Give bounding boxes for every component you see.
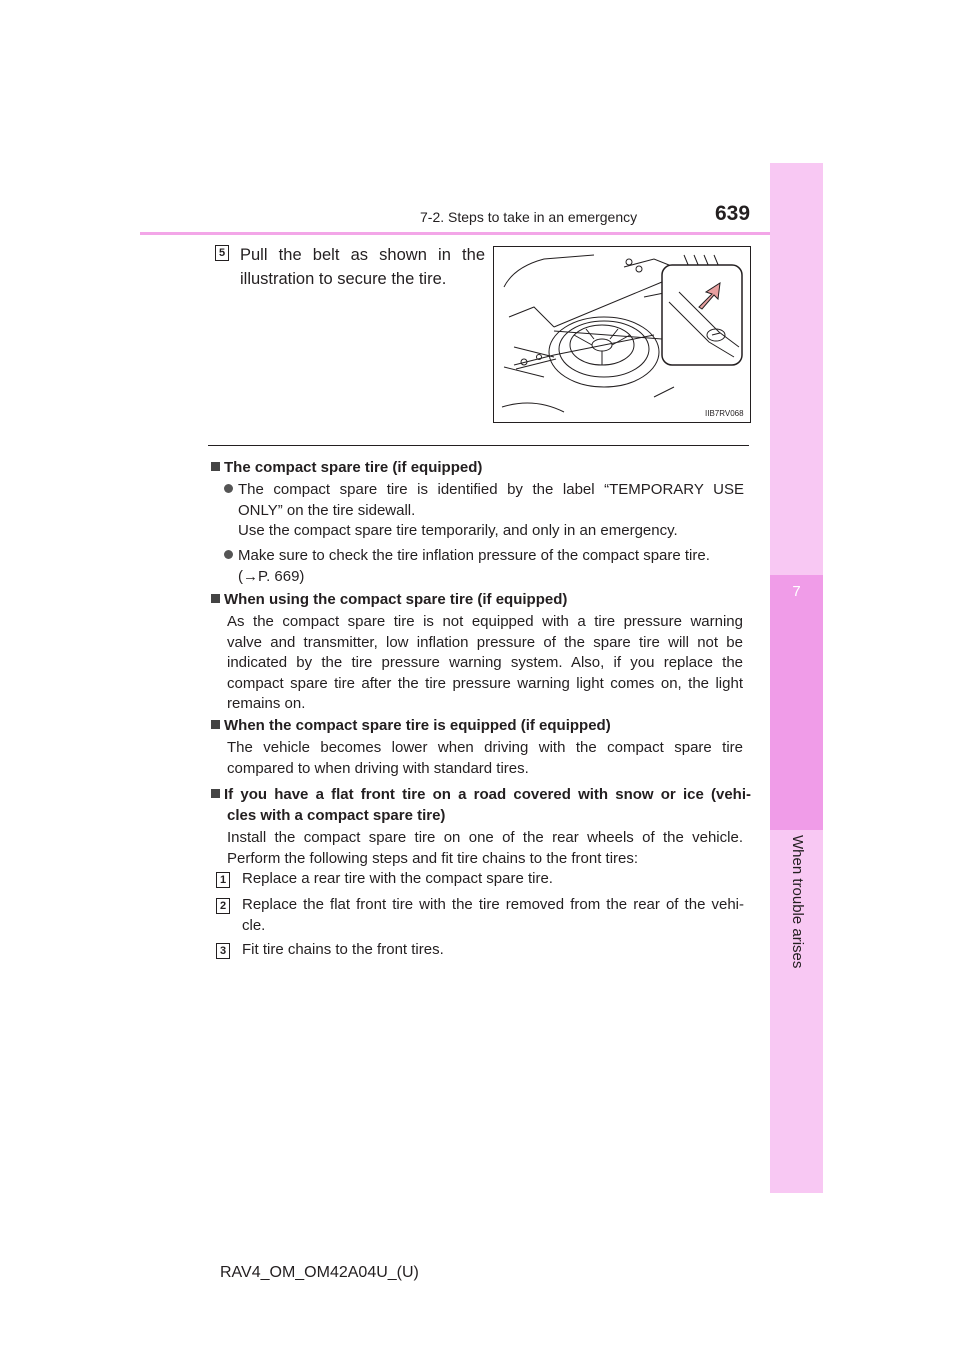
chapter-tab-highlight — [770, 575, 823, 830]
step-number-box: 1 — [216, 872, 230, 888]
section-divider — [208, 445, 749, 446]
heading-text: The compact spare tire (if equipped) — [224, 459, 483, 476]
step-instruction: Pull the belt as shown in the illustration to secure the tire. — [240, 246, 485, 288]
square-bullet-icon — [211, 462, 220, 471]
paragraph — [227, 612, 743, 715]
heading-line: cles with a compact spare tire) — [227, 807, 446, 824]
heading-text: When using the compact spare tire (if equipped) — [224, 591, 568, 608]
numbered-step — [242, 895, 744, 936]
chapter-number: 7 — [792, 583, 801, 600]
heading-text: When the compact spare tire is equipped (if equipped) — [224, 717, 611, 734]
document-code-footer: RAV4_OM_OM42A04U_(U) — [220, 1264, 419, 1281]
text-line: ONLY” on the tire sidewall. — [238, 501, 416, 519]
text-span: The compact spare tire is identified by the label “TEMPORARY USE — [238, 481, 744, 498]
spare-tire-belt-illustration — [493, 246, 751, 423]
text-line: indicated by the tire pressure warning system. Also, if you replace the — [227, 654, 743, 671]
text-span: Make sure to check the tire inflation pressure of the compact spare tire. — [238, 547, 710, 564]
text-line: Use the compact spare tire temporarily, and only in an emergency. — [238, 522, 678, 539]
step-number-box: 5 — [215, 245, 229, 261]
text-line: valve and transmitter, low inflation pressure of the spare tire will not be — [227, 633, 743, 651]
page-number: 639 — [715, 202, 751, 225]
text-line: remains on. — [227, 695, 306, 712]
paragraph — [227, 738, 743, 779]
text-line: compact spare tire after the tire pressure warning light comes on, the light — [227, 674, 743, 692]
step-number-box: 3 — [216, 943, 230, 959]
step-number-box: 2 — [216, 898, 230, 914]
text-line: The vehicle becomes lower when driving with the compact spare tire — [227, 739, 743, 756]
header-rule — [140, 232, 823, 235]
text-line: (→P. 669) — [238, 567, 305, 585]
text-line: Install the compact spare tire on one of the rear wheels of the vehicle. — [227, 829, 743, 846]
heading-text: If you have a flat front tire on a road covered with snow or ice (vehi- — [224, 786, 751, 803]
text-line — [224, 480, 744, 501]
text-line: Fit tire chains to the front tires. — [242, 941, 444, 958]
round-bullet-icon — [224, 484, 233, 493]
text-line: Replace the flat front tire with the tire removed from the rear of the vehi- — [242, 896, 744, 913]
square-bullet-icon — [211, 789, 220, 798]
section-heading — [211, 589, 751, 610]
section-heading — [211, 784, 751, 826]
text-line: Replace a rear tire with the compact spare tire. — [242, 870, 553, 887]
section-header: 7-2. Steps to take in an emergency — [420, 209, 638, 225]
list-item — [224, 546, 744, 587]
figure-code: IIB7RV068 — [705, 409, 744, 418]
numbered-step — [242, 940, 744, 961]
illustration-drawing — [494, 247, 750, 422]
text-line: As the compact spare tire is not equipped with a tire pressure warning — [227, 613, 743, 630]
list-item — [224, 480, 744, 542]
square-bullet-icon — [211, 720, 220, 729]
heading-line — [211, 784, 751, 805]
text-line: Perform the following steps and fit tire chains to the front tires: — [227, 849, 639, 867]
chapter-title: When trouble arises — [789, 835, 806, 969]
section-heading — [211, 715, 751, 736]
round-bullet-icon — [224, 550, 233, 559]
section-heading — [211, 457, 751, 478]
square-bullet-icon — [211, 594, 220, 603]
numbered-step — [242, 869, 744, 890]
text-line: cle. — [242, 916, 266, 934]
text-line — [224, 546, 744, 567]
text-line: compared to when driving with standard tires. — [227, 759, 529, 777]
paragraph — [227, 828, 743, 869]
